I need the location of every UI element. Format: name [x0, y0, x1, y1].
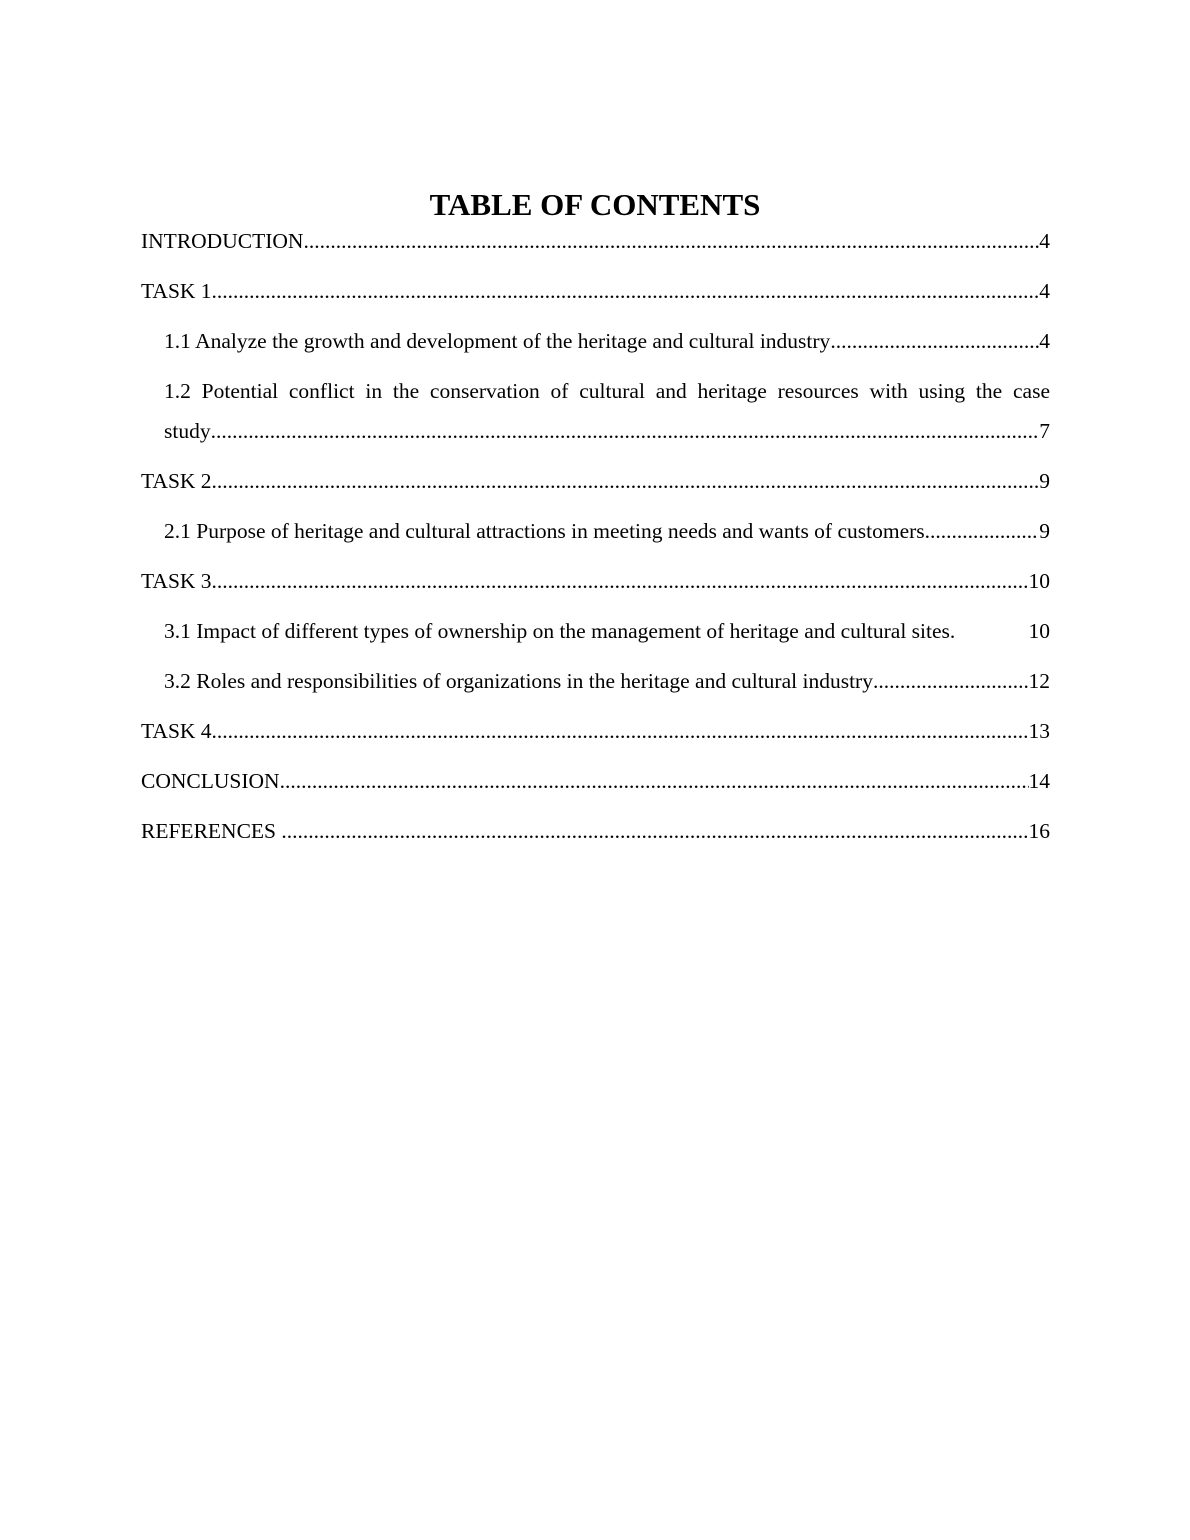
toc-title: TABLE OF CONTENTS — [429, 187, 761, 222]
toc-page-number: 4 — [1039, 279, 1050, 303]
toc-leader-dots — [212, 711, 1029, 751]
toc-leader-dots — [211, 411, 1040, 451]
toc-entry-conclusion[interactable] — [141, 761, 1050, 801]
toc-entry-label-line2: study — [164, 419, 211, 443]
toc-leader-dots — [281, 811, 1028, 851]
toc-page-number: 4 — [1039, 329, 1050, 353]
toc-leader-dots — [212, 461, 1040, 501]
toc-page-number: 9 — [1039, 469, 1050, 493]
toc-entry-label: TASK 4 — [141, 719, 212, 743]
toc-entry-label: 2.1 Purpose of heritage and cultural attractions in meeting needs and wants of customers — [164, 519, 925, 543]
toc-entry-label: 1.1 Analyze the growth and development of the heritage and cultural industry — [164, 329, 831, 353]
toc-entry-introduction[interactable] — [141, 221, 1050, 261]
toc-page-number: 10 — [1023, 619, 1050, 643]
toc-entry-label: CONCLUSION — [141, 769, 280, 793]
toc-entry-label-line1: 1.2 Potential conflict in the conservation of cultural and heritage resources with using the case — [164, 379, 1050, 403]
toc-entry-label-line2-row — [164, 411, 1050, 451]
toc-leader-dots — [830, 321, 1039, 361]
toc-leader-dots — [212, 271, 1040, 311]
toc-entry-label: TASK 2 — [141, 469, 212, 493]
toc-entry-task-2[interactable] — [141, 461, 1050, 501]
toc-page-number: 14 — [1028, 769, 1050, 793]
toc-page-number: 13 — [1028, 719, 1050, 743]
toc-page-number: 7 — [1039, 419, 1050, 443]
toc-page-number: 16 — [1028, 819, 1050, 843]
toc-entry-label: REFERENCES — [141, 819, 282, 843]
toc-entry-references[interactable] — [141, 811, 1050, 851]
toc-entry-1-2[interactable] — [164, 371, 1050, 451]
toc-leader-dots — [280, 761, 1029, 801]
toc-entry-2-1[interactable] — [164, 511, 1050, 551]
toc-entry-3-1[interactable] — [164, 611, 1050, 651]
toc-entry-task-4[interactable] — [141, 711, 1050, 751]
toc-page-number: 10 — [1028, 569, 1050, 593]
toc-entry-1-1[interactable] — [164, 321, 1050, 361]
toc-entry-label: 3.1 Impact of different types of ownership on the management of heritage and cultural sites. — [164, 619, 956, 643]
toc-entry-task-3[interactable] — [141, 561, 1050, 601]
toc-leader-dots — [303, 221, 1039, 261]
toc-entry-label: INTRODUCTION — [141, 229, 304, 253]
toc-leader-dots — [212, 561, 1029, 601]
toc-page-number: 12 — [1028, 669, 1050, 693]
toc-entry-3-2[interactable] — [164, 661, 1050, 701]
toc-entry-label: 3.2 Roles and responsibilities of organizations in the heritage and cultural industry — [164, 669, 873, 693]
toc-entry-label: TASK 1 — [141, 279, 212, 303]
toc-leader-dots — [925, 511, 1040, 551]
toc-leader-dots — [873, 661, 1029, 701]
toc-page-number: 4 — [1039, 229, 1050, 253]
toc-entry-label: TASK 3 — [141, 569, 212, 593]
toc-entry-task-1[interactable] — [141, 271, 1050, 311]
toc-page-number: 9 — [1039, 519, 1050, 543]
